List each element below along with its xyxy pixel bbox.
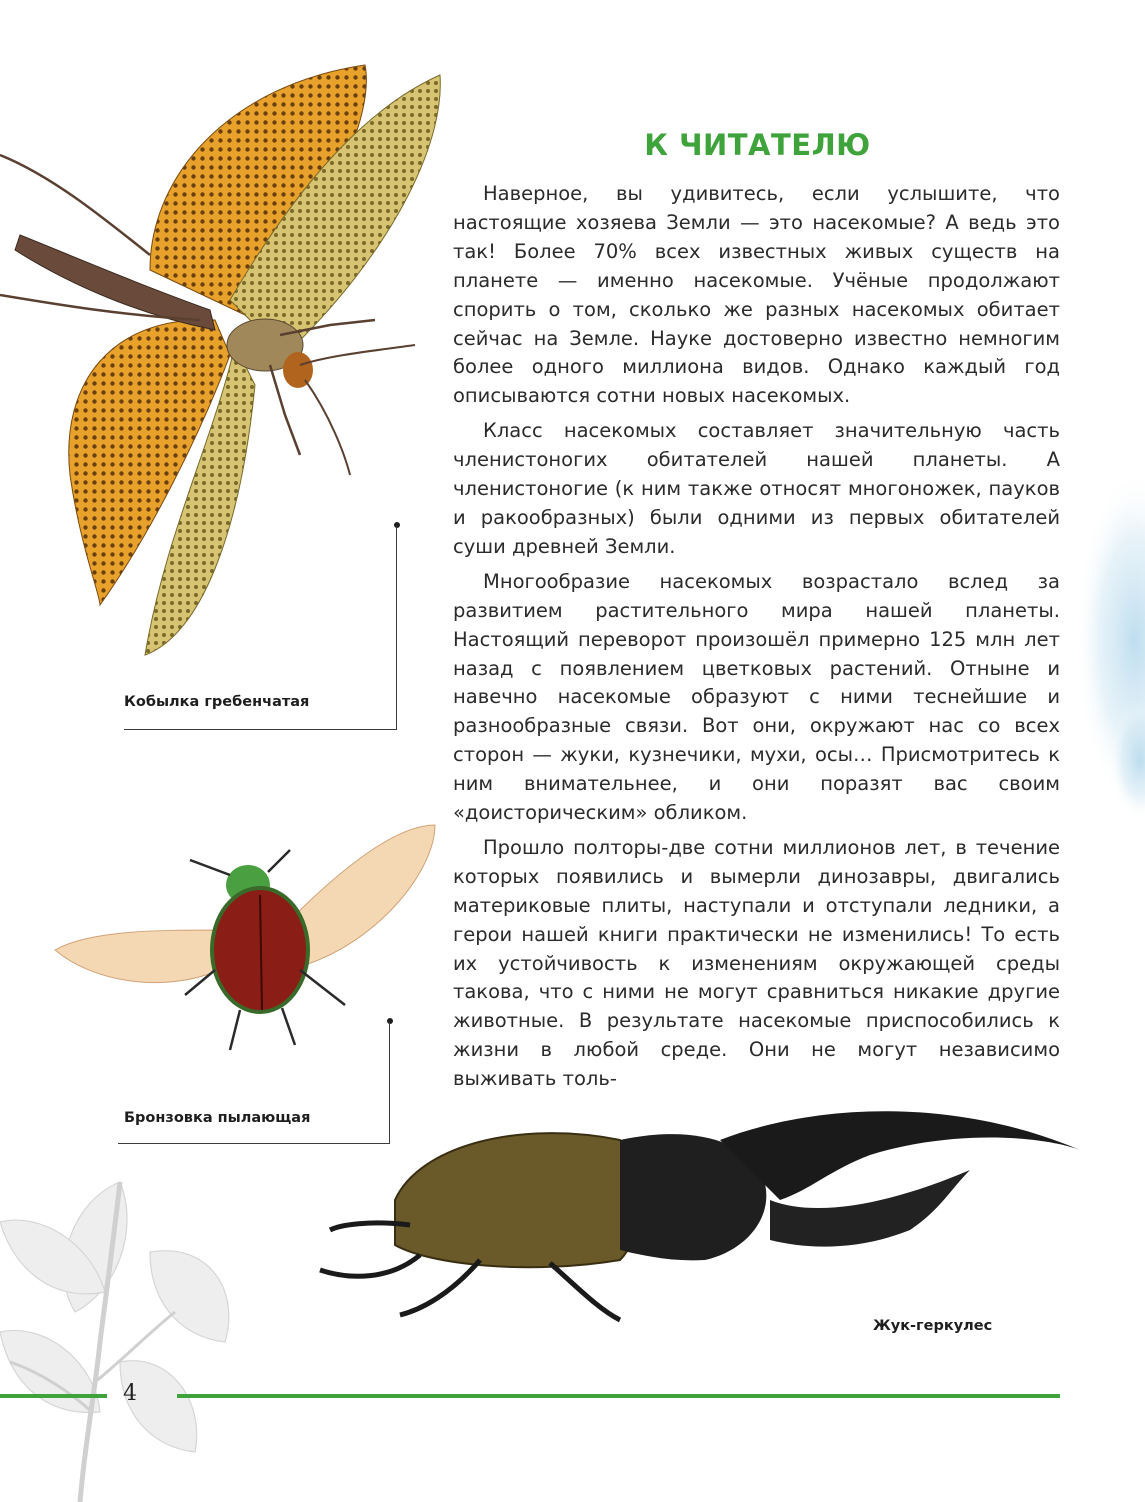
caption-hercules: Жук-геркулес	[873, 1318, 993, 1334]
caption-marker-dot	[394, 522, 400, 528]
page-number: 4	[123, 1381, 137, 1406]
paragraph: Многообразие насекомых возрастало вслед за развитием растительного мира нашей планеты. Настоящий переворот произошёл примерно 125 млн лет назад с появлением цветковых растений. Отныне и навечно насекомые образуют с ними теснейшие и разнообразные связи. Вот они, окружают нас со всех сторон — жуки, кузнечики, мухи, осы… Присмотритесь к ним внимательнее, и они поразят вас своим «доисторическим» обликом.	[453, 569, 1060, 825]
page-title: К ЧИТАТЕЛЮ	[644, 128, 871, 162]
footer-rule-left	[0, 1394, 107, 1398]
caption-vertical-rule	[396, 526, 397, 729]
paragraph: Класс насекомых составляет значительную часть членистоногих обитателей нашей планеты. А членистоногие (к ним также относят многоножек, пауков и ракообразных) были одними из первых обитателей суши древней Земли.	[453, 419, 1060, 558]
caption-marker-dot	[387, 1018, 393, 1024]
footer-rule-right	[177, 1394, 1060, 1398]
caption-grasshopper: Кобылка гребенчатая	[124, 694, 310, 710]
leaf-branch-decoration	[0, 1162, 260, 1502]
paragraph: Прошло полторы-две сотни миллионов лет, в течение которых появились и вымерли динозавры, двигались материковые плиты, наступали и отступали ледники, а герои нашей книги практически не изменились! То есть их устойчивость к изменениям окружающей среды такова, что с ними не могут сравниться никакие другие животные. В результате насекомые приспособились к жизни в любой среде. Они не могут независимо выживать толь-	[453, 835, 1060, 1091]
caption-chafer: Бронзовка пылающая	[124, 1110, 311, 1126]
hercules-beetle-illustration	[250, 1080, 1090, 1330]
grasshopper-illustration	[0, 55, 450, 665]
paragraph: Наверное, вы удивитесь, если услышите, что настоящие хозяева Земли — это насекомые? А ведь это так! Более 70% всех известных живых существ на планете — именно насекомые. Учёные продолжают спорить о том, сколько же разных насекомых обитает сейчас на Земле. Науке достоверно известно немногим более одного миллиона видов. Однако каждый год описываются сотни новых насекомых.	[453, 182, 1060, 408]
caption-horizontal-rule	[124, 729, 397, 730]
body-text	[453, 180, 1060, 1094]
flower-chafer-illustration	[50, 820, 440, 1060]
